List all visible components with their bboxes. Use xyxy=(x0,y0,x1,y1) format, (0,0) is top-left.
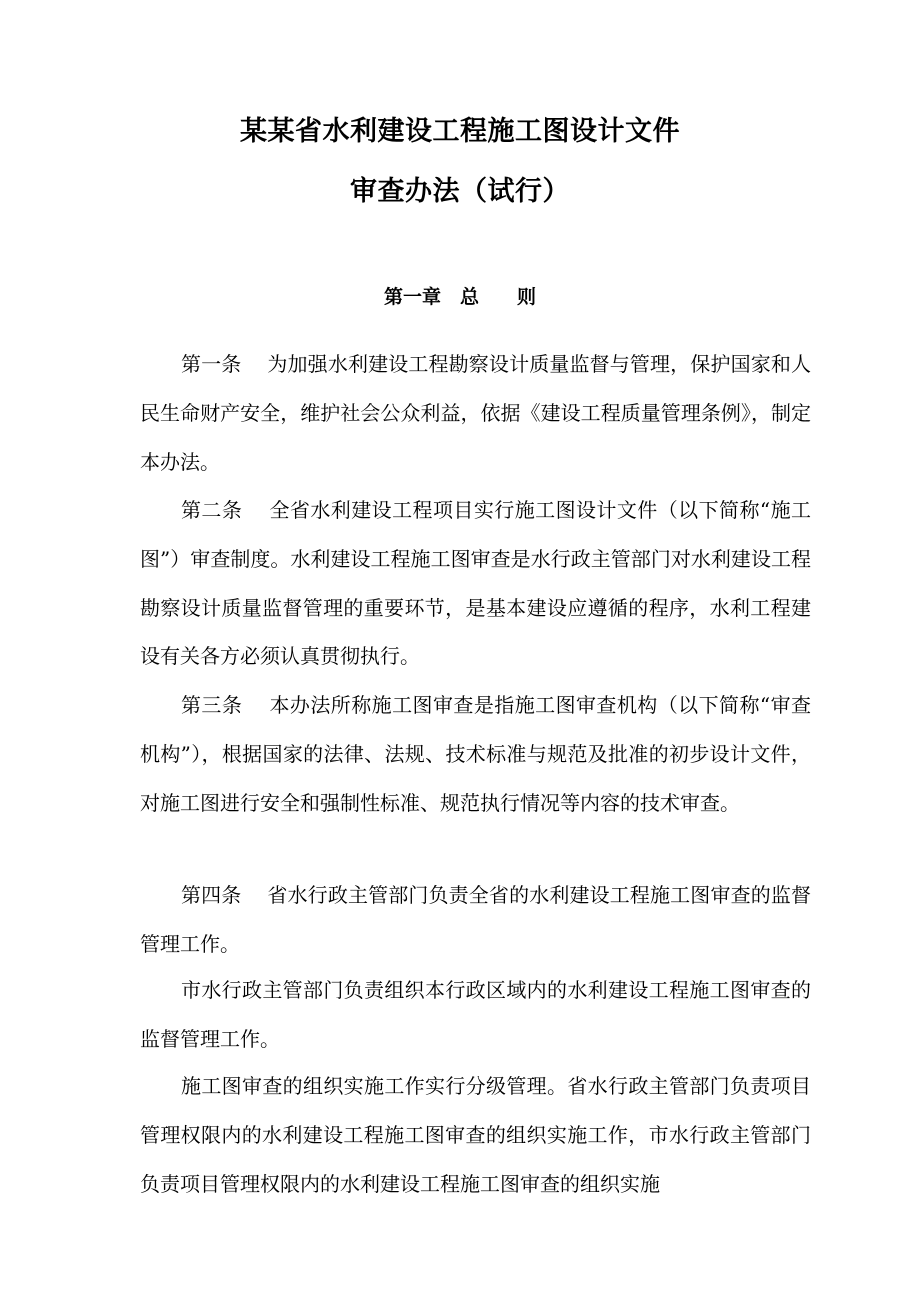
article-text: 本办法所称施工图审查是指施工图审查机构（以下简称“审查机构”），根据国家的法律、法规、技术标准与规范及批准的初步设计文件，对施工图进行安全和强制性标准、规范执行情况等内容的技术审查。 xyxy=(140,693,811,815)
article-3-paragraph xyxy=(140,681,811,827)
article-text: 为加强水利建设工程勘察设计质量监督与管理，保护国家和人民生命财产安全，维护社会公众利益，依据《建设工程质量管理条例》，制定本办法。 xyxy=(140,352,812,474)
article-number: 第一条 xyxy=(181,352,242,376)
paragraph-graded-management xyxy=(140,1062,811,1208)
article-text: 省水行政主管部门负责全省的水利建设工程施工图审查的监督管理工作。 xyxy=(140,883,812,956)
paragraph-city-supervision xyxy=(140,966,811,1064)
article-text: 全省水利建设工程项目实行施工图设计文件（以下简称“施工图”）审查制度。水利建设工程施工图审查是水行政主管部门对水利建设工程勘察设计质量监督管理的重要环节，是基本建设应遵循的程序，水利工程建设有关各方必须认真贯彻执行。 xyxy=(140,498,811,669)
article-number: 第三条 xyxy=(181,693,243,717)
article-number: 第二条 xyxy=(181,498,243,522)
document-title-line-1: 某某省水利建设工程施工图设计文件 xyxy=(240,116,680,147)
paragraph-text: 市水行政主管部门负责组织本行政区域内的水利建设工程施工图审查的监督管理工作。 xyxy=(140,978,811,1051)
article-number: 第四条 xyxy=(181,883,242,907)
article-1-paragraph xyxy=(140,340,811,486)
chapter-heading: 第一章 总 则 xyxy=(383,286,536,308)
article-2-paragraph xyxy=(140,486,811,681)
document-title-line-2: 审查办法（试行） xyxy=(350,176,570,207)
paragraph-text: 施工图审查的组织实施工作实行分级管理。省水行政主管部门负责项目管理权限内的水利建设工程施工图审查的组织实施工作，市水行政主管部门负责项目管理权限内的水利建设工程施工图审查的组织实施 xyxy=(140,1074,811,1196)
article-4-paragraph xyxy=(140,871,811,969)
